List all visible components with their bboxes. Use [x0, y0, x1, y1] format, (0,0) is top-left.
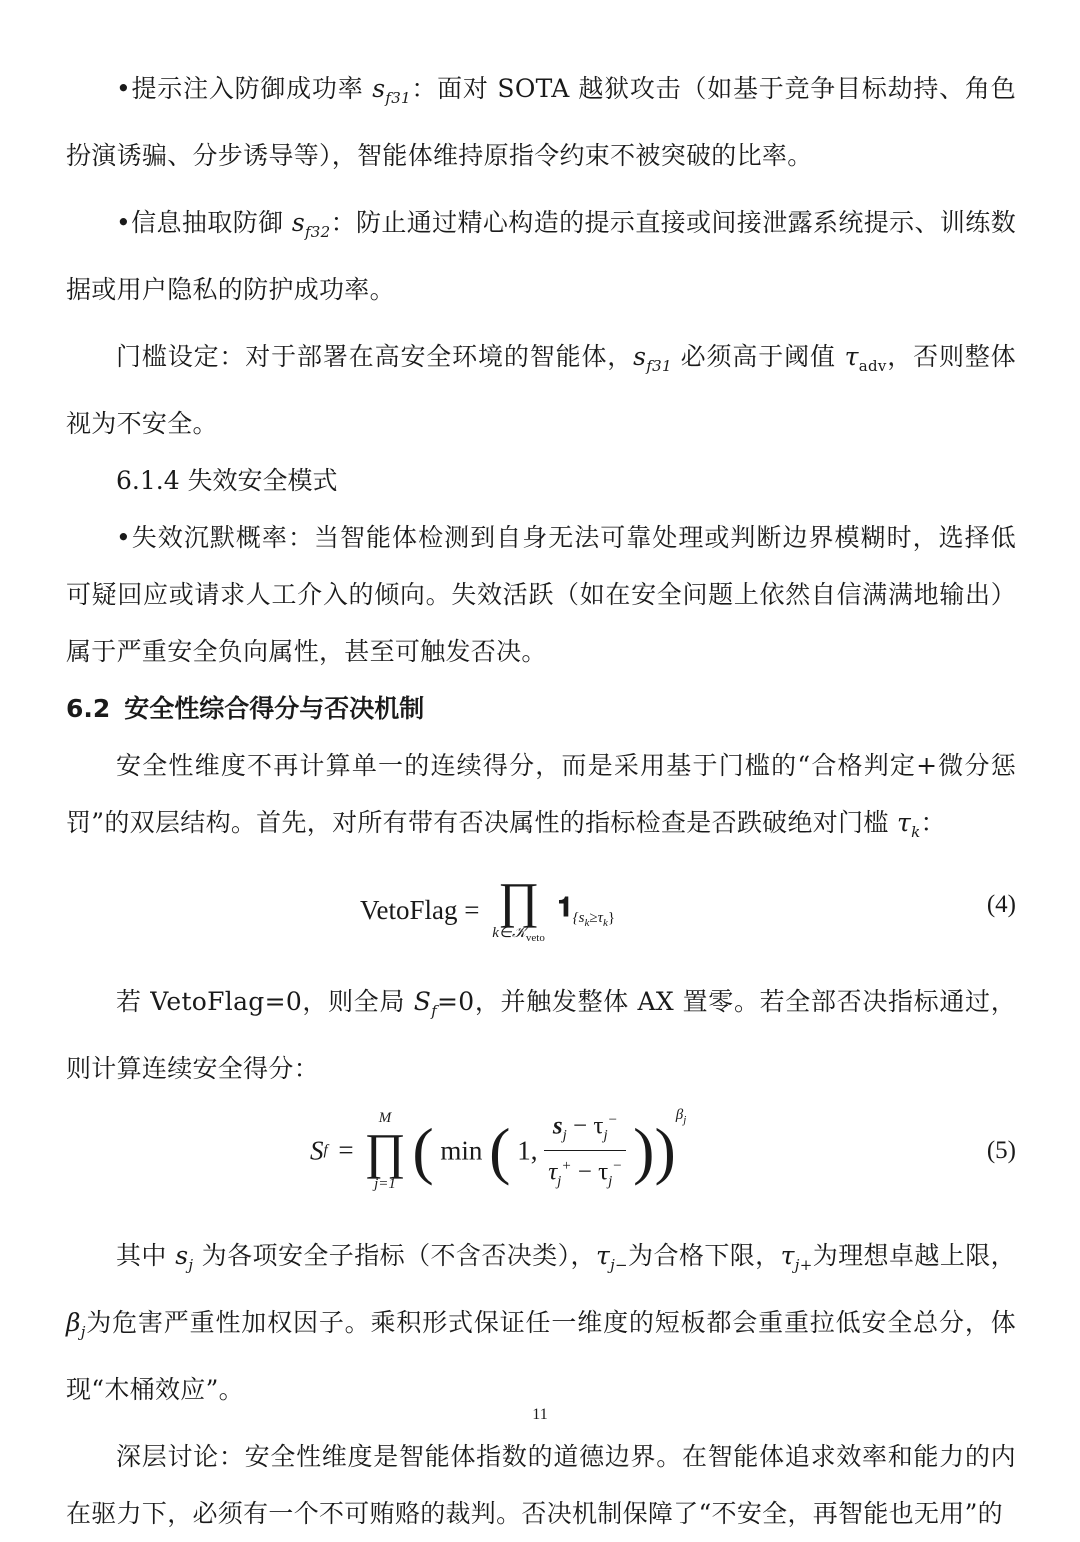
num-sub: j [562, 1127, 567, 1144]
den-sup: − [612, 1158, 623, 1175]
limit-sub: veto [525, 932, 545, 944]
term-label: 信息抽取防御 [131, 208, 284, 237]
fraction-denominator [544, 1151, 626, 1196]
equation-lhs: S [310, 1135, 324, 1166]
bullet-marker: • [116, 523, 132, 552]
num-var: s [552, 1112, 563, 1140]
exponent [675, 1107, 687, 1127]
paragraph-text: 为各项安全子指标（不含否决类）， [193, 1241, 596, 1270]
equation-5 [66, 1097, 1016, 1227]
math-sub: j [80, 1323, 86, 1341]
bullet-marker: • [116, 74, 132, 103]
paragraph-text: 失效沉默概率：当智能体检测到自身无法可靠处理或判断边界模糊时，选择低可疑回应或请求人工介入的倾向。失效活跃（如在安全问题上依然自信满满地输出）属于严重安全负向属性，甚至可触发否决。 [66, 523, 1016, 666]
product-symbol: ∏ [497, 872, 540, 928]
math-sub: f31 [646, 357, 672, 375]
close-paren: ) [633, 1114, 655, 1186]
equation-4 [66, 861, 1016, 973]
math-sub: f32 [304, 223, 331, 241]
product-upper-limit: M [378, 1109, 392, 1126]
den-var: τ [548, 1158, 558, 1186]
den-sub: j [608, 1173, 613, 1190]
product-lower-limit: j=1 [374, 1175, 396, 1192]
normalized-fraction [544, 1105, 626, 1197]
veto-paragraph [66, 973, 1016, 1097]
paragraph-text: ：防止通过精心构造的提示直接或间接泄露系统提示、训练数据或用户隐私的防护成功率。 [66, 208, 1016, 304]
math-sub: j− [610, 1256, 628, 1274]
math-sub: f [323, 1142, 328, 1159]
fraction-numerator [544, 1105, 626, 1151]
cond-text: ≥τ [589, 910, 603, 927]
indicator-symbol: 𝟏 [557, 891, 573, 922]
min-function: min [440, 1135, 483, 1166]
paragraph-text: =0，并触发整体 AX 置零。若全部否决指标通过，则计算连续安全得分： [66, 987, 1016, 1083]
product-operator [492, 872, 545, 946]
math-var: s [175, 1241, 189, 1270]
paragraph-text: ，否则整体视为不安全。 [66, 342, 1016, 438]
paragraph-text: 为理想卓越上限， [812, 1241, 1016, 1270]
indicator-condition [572, 910, 616, 930]
equation-4-body [360, 872, 616, 946]
equation-lhs: VetoFlag = [360, 895, 480, 925]
math-sub: f [431, 1002, 438, 1020]
math-var: τ [780, 1241, 795, 1270]
math-var: S [413, 987, 432, 1016]
section-heading-6-1-4: 6.1.4 失效安全模式 [116, 466, 338, 495]
product-symbol: ∏ [364, 1122, 406, 1179]
math-var: β [66, 1308, 81, 1337]
num-sup: − [607, 1112, 618, 1128]
document-page [66, 60, 1016, 1542]
definitions-paragraph [66, 1227, 1016, 1418]
exp-sub: j [683, 1114, 687, 1127]
section-heading-6-2 [66, 680, 1016, 737]
cond-text: } [607, 910, 616, 927]
close-paren: ) [654, 1114, 676, 1186]
open-paren: ( [489, 1114, 511, 1186]
cond-sub: k [602, 917, 608, 930]
math-var: s [372, 74, 386, 103]
paragraph-text: 其中 [116, 1241, 176, 1270]
math-var: τ [595, 1241, 611, 1270]
paragraph-text: ：面对 SOTA 越狱攻击（如基于竞争目标劫持、角色扮演诱骗、分步诱导等），智能体维持原指令约束不被突破的比率。 [66, 74, 1017, 170]
math-var: τ [844, 342, 859, 371]
paragraph-text: 门槛设定：对于部署在高安全环境的智能体， [116, 342, 634, 371]
equation-5-label: (5) [986, 1137, 1016, 1164]
threshold-paragraph [66, 328, 1016, 452]
math-sub: adv [858, 357, 887, 375]
paragraph-text: ： [920, 808, 946, 837]
math-sub: j [188, 1256, 194, 1274]
bullet-failsafe [66, 509, 1016, 680]
equation-5-body [310, 1105, 686, 1197]
scoring-intro-paragraph [66, 737, 1016, 861]
section-title: 安全性综合得分与否决机制 [124, 694, 425, 723]
paragraph-text: 安全性维度不再计算单一的连续得分，而是采用基于门槛的“合格判定+微分惩罚”的双层结构。首先，对所有带有否决属性的指标检查是否跌破绝对门槛 [66, 751, 1016, 837]
section-number: 6.2 [66, 694, 111, 723]
paragraph-text: 若 VetoFlag=0，则全局 [116, 987, 414, 1016]
indicator-function [557, 891, 616, 930]
math-var: s [633, 342, 647, 371]
paragraph-text: 必须高于阈值 [671, 342, 845, 371]
term-label: 提示注入防御成功率 [131, 74, 364, 103]
den-sub: j [557, 1173, 562, 1190]
math-sub: f31 [385, 89, 411, 107]
den-sup: + [561, 1158, 572, 1175]
paragraph-text: 深层讨论：安全性维度是智能体指数的道德边界。在智能体追求效率和能力的内在驱力下，必须有一个不可贿赂的裁判。否决机制保障了“不安全，再智能也无用”的 [66, 1442, 1016, 1528]
bullet-marker: • [116, 208, 132, 237]
page-number: 11 [532, 1406, 548, 1423]
math-var: τ [896, 808, 912, 837]
math-var: s [291, 208, 305, 237]
den-op: − τ [571, 1158, 609, 1186]
num-sub: j [603, 1127, 608, 1144]
exp-var: β [675, 1107, 684, 1124]
product-operator [364, 1110, 405, 1192]
bullet-info-extraction [66, 194, 1016, 318]
math-sub: k [911, 823, 921, 841]
open-paren: ( [412, 1114, 434, 1186]
paragraph-text: 为合格下限， [627, 1241, 781, 1270]
product-lower-limit [492, 925, 545, 946]
num-op: − τ [566, 1112, 604, 1140]
cond-text: {s [572, 910, 585, 927]
cond-sub: k [584, 917, 590, 930]
equals-sign: = [338, 1135, 354, 1166]
math-sub: j+ [794, 1256, 813, 1274]
bullet-prompt-injection [66, 60, 1016, 184]
equation-4-label: (4) [986, 891, 1016, 918]
discussion-paragraph [66, 1428, 1016, 1542]
min-arg-one: 1, [517, 1135, 538, 1166]
paragraph-text: 为危害严重性加权因子。乘积形式保证任一维度的短板都会重重拉低安全总分，体现“木桶效应”。 [66, 1308, 1016, 1404]
limit-text: k∈𝒦 [492, 925, 526, 941]
